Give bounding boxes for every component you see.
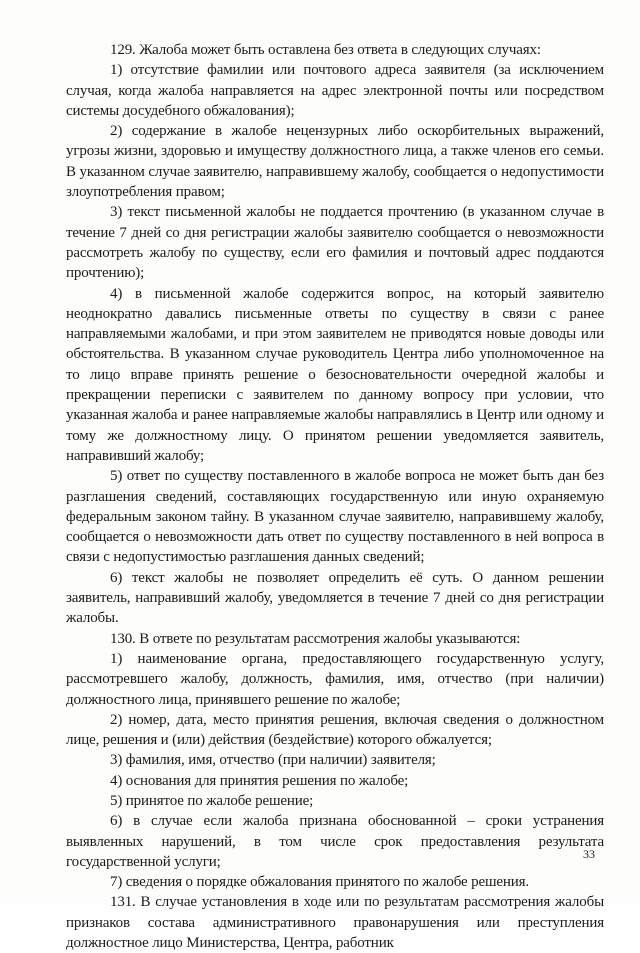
paragraph-129-item-6: 6) текст жалобы не позволяет определить её суть. О данном решении заявитель, направивший жалобу, уведомляется в течение 7 дней со дня регистрации жалобы.	[66, 569, 604, 627]
paragraph-131: 131. В случае установления в ходе или по результатам рассмотрения жалобы признаков состава административного правонарушения или преступления должностное лицо Министерства, Центра, работник	[66, 894, 604, 952]
paragraph-130-item-5: 5) принятое по жалобе решение;	[110, 792, 314, 809]
paragraph-130-item-6: 6) в случае если жалоба признана обоснованной – сроки устранения выявленных нарушений, в том числе срок предоставления результата государственной услуги;	[66, 813, 604, 870]
paragraph-130-item-7: 7) сведения о порядке обжалования принятого по жалобе решения.	[110, 874, 530, 891]
paragraph-129-item-5: 5) ответ по существу поставленного в жалобе вопроса не может быть дан без разглашения сведений, составляющих государственную или иную охраняемую федеральным законом тайну. В указанном случае заявителю, направившему жалобу, сообщается о невозможности дать ответ по существу поставленного в ней вопроса в связи с недопустимостью разглашения данных сведений;	[66, 468, 604, 566]
paragraph-130-intro: 130. В ответе по результатам рассмотрения жалобы указываются:	[110, 630, 521, 647]
paragraph-130-item-3: 3) фамилия, имя, отчество (при наличии) заявителя;	[110, 752, 436, 769]
document-body	[66, 40, 604, 953]
paragraph-129-item-3: 3) текст письменной жалобы не поддается прочтению (в указанном случае в течение 7 дней со дня регистрации жалобы заявителю сообщается о невозможности рассмотреть жалобу по существу, если его фамилия и почтовый адрес поддаются прочтению);	[66, 204, 604, 282]
paragraph-129-item-1: 1) отсутствие фамилии или почтового адреса заявителя (за исключением случая, когда жалоба направляется на адрес электронной почты или посредством системы досудебного обжалования);	[66, 62, 604, 119]
paragraph-130-item-1: 1) наименование органа, предоставляющего государственную услугу, рассмотревшего жалобу, должность, фамилия, имя, отчество (при наличии) должностного лица, принявшего решение по жалобе;	[66, 650, 604, 708]
paragraph-130-item-2: 2) номер, дата, место принятия решения, включая сведения о должностном лице, решения и (или) действия (бездействие) которого обжалуется;	[66, 711, 604, 749]
paragraph-130-item-4: 4) основания для принятия решения по жалобе;	[110, 772, 409, 789]
paragraph-129-intro: 129. Жалоба может быть оставлена без ответа в следующих случаях:	[110, 42, 541, 58]
page-number: 33	[583, 847, 595, 861]
paragraph-129-item-4: 4) в письменной жалобе содержится вопрос, на который заявителю неоднократно давались письменные ответы по существу в связи с ранее направляемыми жалобами, и при этом заявителем не приводятся новые доводы или обстоятельства. В указанном случае руководитель Центра либо уполномоченное на то лицо вправе принять решение о безосновательности очередной жалобы и прекращении переписки с заявителем по данному вопросу при условии, что указанная жалоба и ранее направляемые жалобы направлялись в Центр или одному и тому же должностному лицу. О принятом решении уведомляется заявитель, направивший жалобу;	[66, 285, 604, 464]
paragraph-129-item-2: 2) содержание в жалобе нецензурных либо оскорбительных выражений, угрозы жизни, здоровью и имуществу должностного лица, а также членов его семьи. В указанном случае заявителю, направившему жалобу, сообщается о недопустимости злоупотребления правом;	[66, 123, 604, 201]
